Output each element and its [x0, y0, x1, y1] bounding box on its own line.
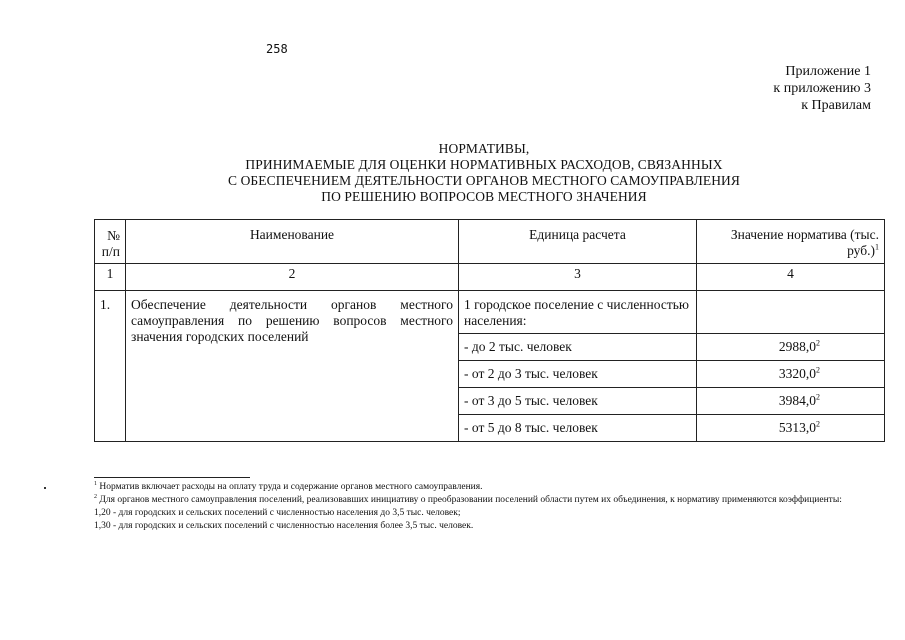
coefficient-1: 1,20 - для городских и сельских поселений с численностью населения до 3,5 тыс. человек; — [94, 508, 461, 518]
footnote-2: $^2$ Для органов местного самоуправления поселений, реализовавших инициативу о преобразовании поселений области путем их объединения, к нормативу применяются коэффициенты: — [94, 493, 842, 505]
page-number: 258 — [266, 42, 288, 56]
column-index: 4 — [697, 264, 885, 291]
value-cell: 5313,0$^2$ — [697, 415, 885, 442]
coefficient-2: 1,30 - для городских и сельских поселений с численностью населения более 3,5 тыс. человек. — [94, 521, 474, 531]
value-empty — [697, 291, 885, 334]
norms-table — [94, 219, 885, 442]
document-title — [120, 141, 848, 205]
column-index: 2 — [126, 264, 459, 291]
column-index: 3 — [459, 264, 697, 291]
value-cell: 3984,0$^2$ — [697, 388, 885, 415]
header-num: № п/п — [95, 220, 126, 264]
scan-speck — [44, 487, 46, 489]
row-number: 1. — [95, 291, 126, 442]
title-line-2: ПРИНИМАЕМЫЕ ДЛЯ ОЦЕНКИ НОРМАТИВНЫХ РАСХОДОВ, СВЯЗАННЫХ — [245, 157, 723, 172]
footnote-divider — [94, 477, 250, 478]
unit-cell: - от 2 до 3 тыс. человек — [459, 361, 697, 388]
value-cell: 3320,0$^2$ — [697, 361, 885, 388]
appendix-reference — [773, 63, 871, 114]
header-value: Значение норматива (тыс. руб.)$^1$ — [697, 220, 885, 264]
unit-cell: - до 2 тыс. человек — [459, 334, 697, 361]
footnotes — [94, 481, 874, 533]
title-line-3: С ОБЕСПЕЧЕНИЕМ ДЕЯТЕЛЬНОСТИ ОРГАНОВ МЕСТНОГО САМОУПРАВЛЕНИЯ — [227, 173, 740, 188]
column-index-row — [95, 264, 885, 291]
header-unit: Единица расчета — [459, 220, 697, 264]
title-line-1: НОРМАТИВЫ, — [438, 141, 530, 156]
value-cell: 2988,0$^2$ — [697, 334, 885, 361]
title-line-4: ПО РЕШЕНИЮ ВОПРОСОВ МЕСТНОГО ЗНАЧЕНИЯ — [321, 189, 647, 204]
footnote-1: $^1$ Норматив включает расходы на оплату труда и содержание органов местного самоуправления. — [94, 480, 483, 492]
column-index: 1 — [95, 264, 126, 291]
table-header-row — [95, 220, 885, 264]
row-name: Обеспечение деятельности органов местного самоуправления по решению вопросов местного значения городских поселений — [126, 291, 459, 442]
unit-cell: - от 3 до 5 тыс. человек — [459, 388, 697, 415]
appendix-line-1: Приложение 1 — [785, 64, 871, 79]
appendix-line-3: к Правилам — [801, 98, 871, 113]
header-name: Наименование — [126, 220, 459, 264]
appendix-line-2: к приложению 3 — [773, 81, 871, 96]
table-row — [95, 291, 885, 334]
unit-main: 1 городское поселение с численностью населения: — [459, 291, 697, 334]
unit-cell: - от 5 до 8 тыс. человек — [459, 415, 697, 442]
